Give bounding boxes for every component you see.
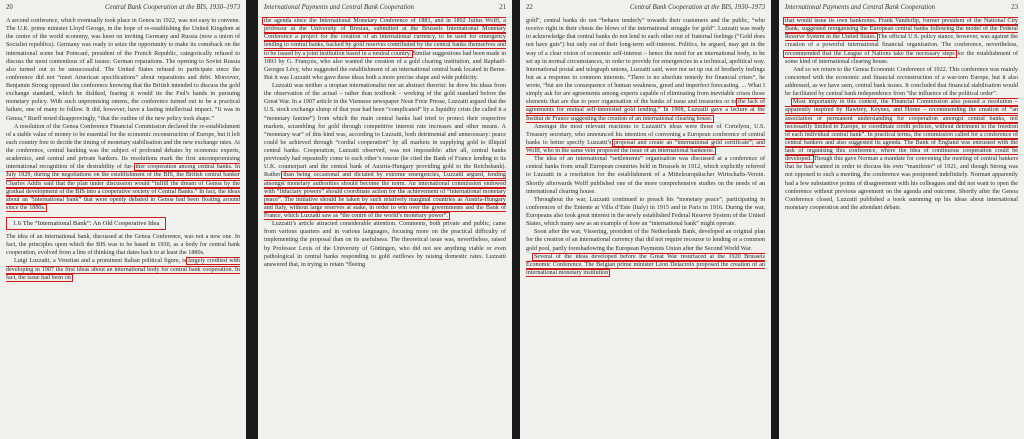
page-header (526, 3, 765, 12)
page-number: 21 (499, 4, 506, 11)
paragraph-text: Amongst the most relevant reactions to Luzzatti’s ideas were those of Cortelyou, U.S. Treasury secretary, who announced his intention of convening a European conference of central banks to better specify Luzzatti’s (526, 123, 765, 146)
paragraph-text: gold”, central banks do not “behave tenderly” towards their customers and the public, “who receive right in their chests the blows of the international struggle for gold”. Luzzatti was ready to acknowledge that central banks do not lend to each other out of fraternal feelings (“Gold does not have guts”) but only out of their long-term self-interest. Politics, he argued, may get in the way of a clear vision of economic self-interest – hence the need for an international body, to be set up in normal circumstances, in order to provide for emergencies in a technical, apolitical way. International postal and telegraph unions, Luzzatti said, were not set up out of brotherly feelings but as a response to common interests. “There is no absolute remedy for financial crises”, he wrote, “but are the consequence of human weakness, greed and imperfect forecasting. ... What I simply ask for are agreements among experts capable of eliminating from inevitable crises those elements that are due to poor organisation of the banks of issue and treasuries or to (526, 18, 765, 106)
running-title: International Payments and Central Bank Cooperation (785, 4, 936, 11)
running-title: Central Bank Cooperation at the BIS, 1930–1973 (105, 4, 240, 11)
highlighted-passage: Most importantly in this context, the Financial Commission also passed a resolution – apparently inspired by Hawtrey, Keynes, and Horne – recommending the creation of “an association or permanent understanding for cooperation amongst central banks, not necessarily limited to Europe, to coordinate credit policies, without detriment to the freedom of each individual central bank”. In practical terms, the commission called for a conference of central bankers and also suggested its agenda. The Bank of England was entrusted with the task of organising this conference, where the idea of continuous cooperation could be developed. (785, 99, 1018, 163)
paragraph: Soon after the war, Vissering, president of the Netherlands Bank, developed an original plan for the creation of an international currency that did not require recourse to lending or a common gold pool, partly foreshadowing the European Payments Union after the Second World War. (526, 229, 765, 252)
paragraph-text: The official U.S. policy stance, however, was against the creation of a powerful international financial organisation. The conference, nevertheless, (785, 34, 1018, 49)
paragraph (6, 257, 240, 281)
paragraph (526, 253, 765, 277)
highlighted-passage: the agenda since the International Monetary Conference of 1881, and in 1892 Julius Wolff, a professor at the University of Breslau, submitted at the Brussels International Monetary Conference a project for the creation of an international currency, to be used for emergency lending to central banks, backed by gold reserves contributed by the central banks themselves and to be issued by a joint institution based in a neutral country. (264, 18, 506, 57)
paragraph (6, 123, 240, 212)
paragraph: Luzzatti’s article attracted considerable attention. Comments, both private and public, came from various quarters and in various languages, focusing more on the practical difficulty of implementing the proposal than on its usefulness. The theoretical issue was, nevertheless, raised by Professor Lexis of the University of Göttingen, who did not see anything viable or even pathological in central banks responding to gold outflows by raising domestic rates. Luzzatti answered that, in trying to retain “fleeing (264, 221, 506, 268)
page-number: 23 (1011, 4, 1018, 11)
paragraph: Throughout the war, Luzzatti continued to preach his “monetary peace”, participating in conferences of the Entente at Villa d’Este (Italy) in 1915 and in Paris in 1916. During the war, Europeans also took great interest in the newly established Federal Reserve System of the United States, which many saw as an example of how an “international bank” might operate. (526, 196, 765, 228)
page-number: 20 (6, 4, 13, 11)
running-title: Central Bank Cooperation at the BIS, 1930–1973 (630, 4, 765, 11)
page-22 (520, 0, 771, 439)
page-20 (0, 0, 246, 439)
highlighted-passage: proposal and create an “international gold certificate”; and Wolff, who in the same vein proposed the issue of an international banknote. (526, 139, 765, 154)
paragraph (785, 98, 1018, 212)
paragraph: The idea of an international bank, discussed at the Genoa Conference, was not a new one. In fact, the principles upon which the BIS was to be based in 1930, as a body for central bank cooperation, evolved from a line of thinking that dates back to at least the 1880s. (6, 234, 240, 257)
paragraph-text: Luzzatti was neither a utopian internationalist nor an abstract theorist: he drew his ideas from the observation of the actual – rather than textbook – working of the gold standard before the Great War. In a 1907 article in the Viennese newspaper Neue Freie Presse, Luzzatti argued that the U.S. stock exchange slump of that year had been “complicated” by a liquidity crisis (he called it a “monetary famine”) from which the main central banks had tried to protect their respective markets, scrambling for gold through competitive interest rate increases and other means. A “monetary war” of this kind was, according to Luzzatti, both detrimental and unnecessary: peace could be achieved through “cordial cooperation” by all markets in supplying gold to illiquid central banks. Cooperation, Luzzatti observed, was not impossible: after all, central banks previously had repeatedly come to each other’s rescue (he cited the Bank of France lending to its U.K. counterpart and the central bank of Austria-Hungary providing gold to the Reichsbank). Rather (264, 83, 506, 179)
paragraph-text: Similar suggestions had been made in 1893 by G. François, who also wanted the creation of a gold clearing institution, and Raphaël-Georges Lévy, who suggested the establishment of an international central bank located in Berne. But it was Luzzatti who gave these ideas both a more precise shape and wide publicity. (264, 50, 506, 81)
paragraph-text: A resolution of the Genoa Conference Financial Commission declared the re-establishment of a stable value of money to be essential for the economic reconstruction of Europe, but it left each country free to decide the timing of monetary stabilisation and the new exchange rates. At the conference, central banking was the subject of profound debates by economic experts, academics, and central and private bankers. Its resolutions mark the first uncompromising international recognition of the desirability of fur- (6, 123, 240, 171)
paragraph: And so we return to the Genoa Economic Conference of 1922. This conference was mainly concerned with the economic and financial reconstruction of a war-torn Europe, but it also addressed, as we have seen, central bank issues. It concluded that financial stabilisation would be facilitated by central bank independence from “the influence of the political order”. (785, 66, 1018, 98)
highlighted-passage: recommended that the League of Nations take the necessary steps (785, 50, 955, 57)
page-header (785, 3, 1018, 12)
paragraph: The idea of an international “settlements” organisation was discussed at a conference of central banks from small European countries held in Brussels in 1912, which explicitly referred to Luzzatti in a resolution for the establishment of a Mitteleuropäischer Wirtschafts-Verein. Shortly afterwards Wolff published one of the more comprehensive studies on the needs of an international clearing house. (526, 156, 765, 195)
paragraph-text: Luigi Luzzatti, a Venetian and a prominent Italian political figure, is (14, 258, 187, 265)
paragraph (264, 17, 506, 82)
paragraph (785, 17, 1018, 66)
page-header (6, 3, 240, 12)
highlighted-passage: ther cooperation among central banks. In July 1929, during the negotiations on the establishment of the BIS, the British central banker Charles Addis said that the plan under discussion would “fulfill the dream of Genoa by the gradual development of the BIS into a cooperative society of Central Banks.” In fact, the ideas about an “international bank” that were openly debated in Genoa had been floating around since the 1880s. (6, 164, 240, 211)
page-21 (258, 0, 512, 439)
highlighted-passage: than being occasional and dictated by extreme emergencies, Luzzatti argued, lending amongst monetary authorities should become the norm. An international commission endowed with “fiduciary powers” should coordinate action for the achievement of “international monetary peace”. The initiative should be taken by such relatively marginal countries as Austria-Hungary and Italy, without large reserves at stake, in order to win over the governments and the Bank of France, which Luzzatti saw as “the centre of the world’s monetary power”. (264, 172, 506, 219)
highlighted-passage: largely credited with developing in 1907 the first ideas about an international body for central bank cooperation. In fact, the issue had been on (6, 258, 240, 281)
paragraph (526, 17, 765, 123)
highlighted-passage: Several of the ideas developed before the Great War resurfaced at the 1920 Brussels Economic Conference. The Belgian prime minister Léon Delacroix proposed the creation of an international monetary institution (526, 253, 765, 276)
running-title: International Payments and Central Bank Cooperation (264, 4, 415, 11)
section-heading: 1.6 The “International Bank”: An Old Cooperative Idea (6, 217, 166, 230)
page-number: 22 (526, 4, 533, 11)
paragraph (264, 82, 506, 220)
highlighted-passage: the lack of agreements for mutual self-interested gold lending.” In 1908, Luzzatti gave a lecture at the Institut de France suggesting the creation of an international clearing house. (526, 99, 765, 122)
highlighted-passage: that would issue its own banknotes. Frank Vanderlip, former president of the National City Bank, suggested reorganising the European central banks following the model of the Federal Reserve System in the United States. (785, 18, 1018, 41)
page-header (264, 3, 506, 12)
paragraph-text: Though this gave Norman a mandate for convening the meeting of central bankers that he had wanted in order to discuss his own “manifesto” of 1921, and though Strong was not opposed to such a meeting, the conference was postponed indefinitely. Norman apparently had a few substantive points of disagreement with his colleagues and did not want to open the conference without previous agreement on the agenda and outcome. Shortly after the Genoa Conference closed, Luzzatti published a book summing up his ideas about international monetary cooperation and the attendant debate. (785, 156, 1018, 211)
page-23 (779, 0, 1024, 439)
paragraph: A second conference, which eventually took place in Genoa in 1922, was not easy to convene. The U.K. prime minister Lloyd George, in the hope of re-establishing the United Kingdom at the centre of the world economy, was keen on inviting Germany and Russia (now a union of Socialist republics). Germany was ready to seize the opportunity to make its comeback on the international scene but Poincaré, president of the French Republic, categorically refused to discuss the most contentious of all issues: German reparations. The opening to Soviet Russia also turned out to be unsuccessful. The United States refused to participate since the conference did not “meet American specifications” about reparations and debt. Moreover, Benjamin Strong opposed the conference knowing that the British intended to discuss the gold exchange standard, which he disliked, fearing it would tie the Fed’s hands in pursuing monetary policy. With such unpromising omens, the conference turned out to be a practical failure, one of many to follow. It did, however, have a lasting intellectual impact. “It was in Genoa,” Rueff noted disapprovingly, “that the outline of the new policy took shape.” (6, 18, 240, 122)
paragraph (526, 123, 765, 156)
paragraph-text: for the establishment of some kind of international clearing house. (785, 50, 1018, 65)
